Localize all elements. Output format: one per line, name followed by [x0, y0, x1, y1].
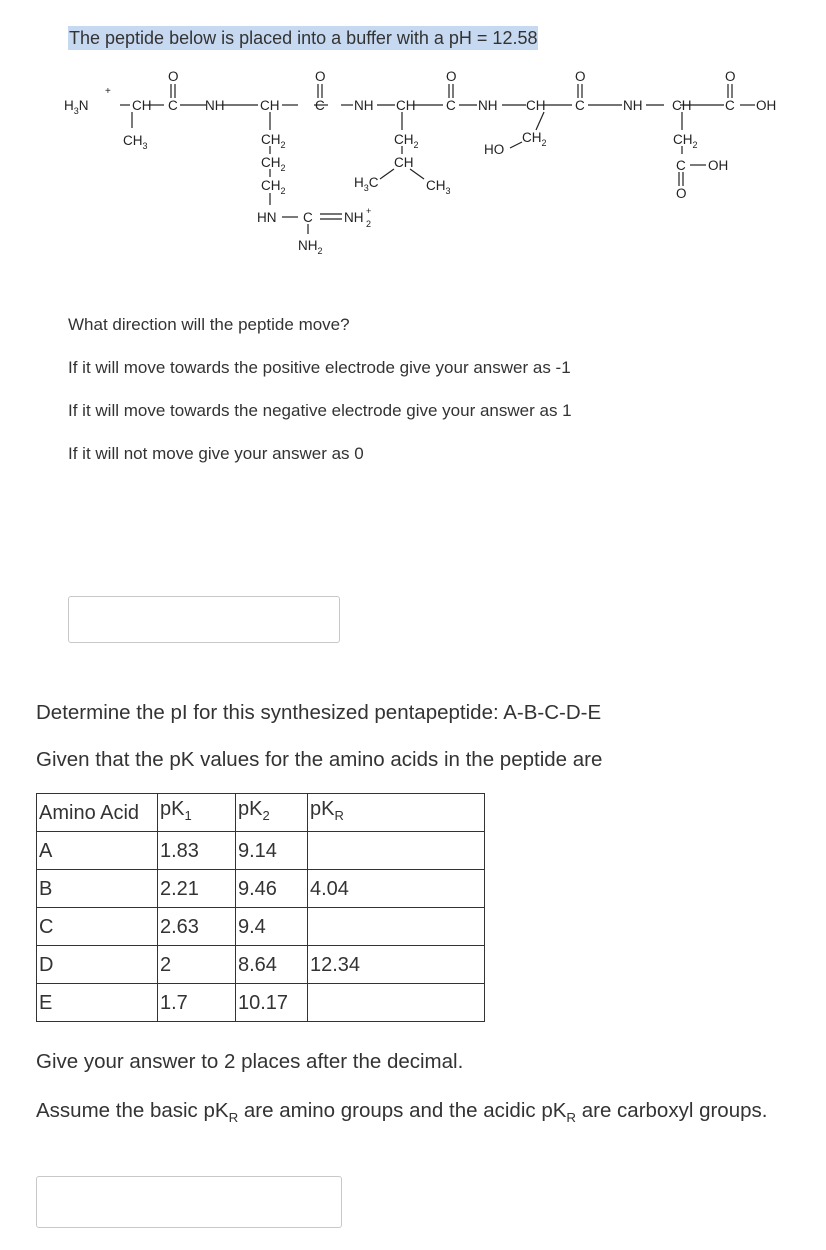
svg-text:HN: HN	[257, 210, 277, 225]
question-1-prompt: The peptide below is placed into a buffer with a pH = 12.58	[69, 28, 538, 48]
svg-text:H3C: $H_3C$	[354, 175, 379, 193]
svg-text:CH3: $CH_3$	[426, 178, 451, 196]
option-negative-electrode: If it will move towards the negative electrode give your answer as 1	[68, 401, 572, 420]
svg-text:O: O	[575, 69, 586, 84]
option-no-movement: If it will not move give your answer as 0	[68, 444, 364, 463]
precision-note: Give your answer to 2 places after the decimal.	[36, 1050, 464, 1073]
table-header-row	[37, 794, 485, 832]
svg-text:CH: CH	[396, 98, 416, 113]
svg-text:NH: NH	[478, 98, 498, 113]
svg-text:+: +	[366, 206, 372, 216]
svg-text:CH: CH	[394, 155, 414, 170]
option-positive-electrode: If it will move towards the positive electrode give your answer as -1	[68, 358, 571, 377]
svg-text:OH: OH	[708, 158, 729, 173]
svg-text:C: C	[676, 158, 686, 173]
svg-text:CH: CH	[260, 98, 280, 113]
table-row: A 1.83 9.14	[37, 832, 485, 870]
svg-text:O: O	[676, 186, 687, 201]
svg-text:NH: NH	[623, 98, 643, 113]
table-row: D 2 8.64 12.34	[37, 946, 485, 984]
svg-text:O: O	[315, 69, 326, 84]
header-pkr: $pK_R$	[308, 794, 485, 832]
svg-text:+: +	[105, 86, 111, 97]
svg-text:O: O	[168, 69, 179, 84]
pi-answer-input[interactable]	[36, 1176, 342, 1228]
svg-text:C: C	[446, 98, 456, 113]
svg-text:C: C	[575, 98, 585, 113]
header-pk1: $pK_1$	[158, 794, 236, 832]
svg-text:CH2: $CH_2$	[522, 130, 547, 148]
svg-text:NH: NH	[344, 210, 364, 225]
svg-text:NH: NH	[205, 98, 225, 113]
svg-text:CH: CH	[132, 98, 152, 113]
svg-text:2: 2	[366, 219, 372, 229]
svg-text:CH3: $CH_3$	[123, 133, 148, 151]
svg-text:C: C	[315, 98, 325, 113]
svg-text:C: C	[725, 98, 735, 113]
direction-answer-input[interactable]	[68, 596, 340, 643]
header-amino-acid: Amino Acid	[37, 794, 158, 832]
svg-text:CH2: $CH_2$	[673, 132, 698, 150]
table-row: B 2.21 9.46 4.04	[37, 870, 485, 908]
svg-text:CH2: $CH_2$	[394, 132, 419, 150]
header-pk2: $pK_2$	[236, 794, 308, 832]
svg-text:CH2: $CH_2$	[261, 178, 286, 196]
svg-text:NH2: $NH_2$	[298, 238, 323, 256]
question-2-prompt: Determine the pI for this synthesized pentapeptide: A-B-C-D-E	[36, 701, 602, 724]
direction-question: What direction will the peptide move?	[68, 315, 350, 334]
table-row: C 2.63 9.4	[37, 908, 485, 946]
amine-terminus-label: $H_3N$	[64, 98, 89, 116]
svg-text:C: C	[168, 98, 178, 113]
svg-text:OH: OH	[756, 98, 777, 113]
pkr-assumption-note: Assume the basic $pK_R$ are amino groups and the acidic $pK_R$ are carboxyl groups.	[36, 1099, 768, 1126]
table-row: E 1.7 10.17	[37, 984, 485, 1022]
svg-text:O: O	[446, 69, 457, 84]
svg-text:CH: CH	[672, 98, 692, 113]
pk-values-table	[36, 793, 485, 1022]
given-pk-text: Given that the pK values for the amino acids in the peptide are	[36, 748, 603, 771]
svg-text:NH: NH	[354, 98, 374, 113]
svg-text:CH2: $CH_2$	[261, 155, 286, 173]
svg-text:HO: HO	[484, 142, 505, 157]
peptide-structure-diagram	[60, 62, 790, 262]
svg-text:O: O	[725, 69, 736, 84]
svg-text:CH: CH	[526, 98, 546, 113]
svg-text:CH2: $CH_2$	[261, 132, 286, 150]
svg-text:C: C	[303, 210, 313, 225]
